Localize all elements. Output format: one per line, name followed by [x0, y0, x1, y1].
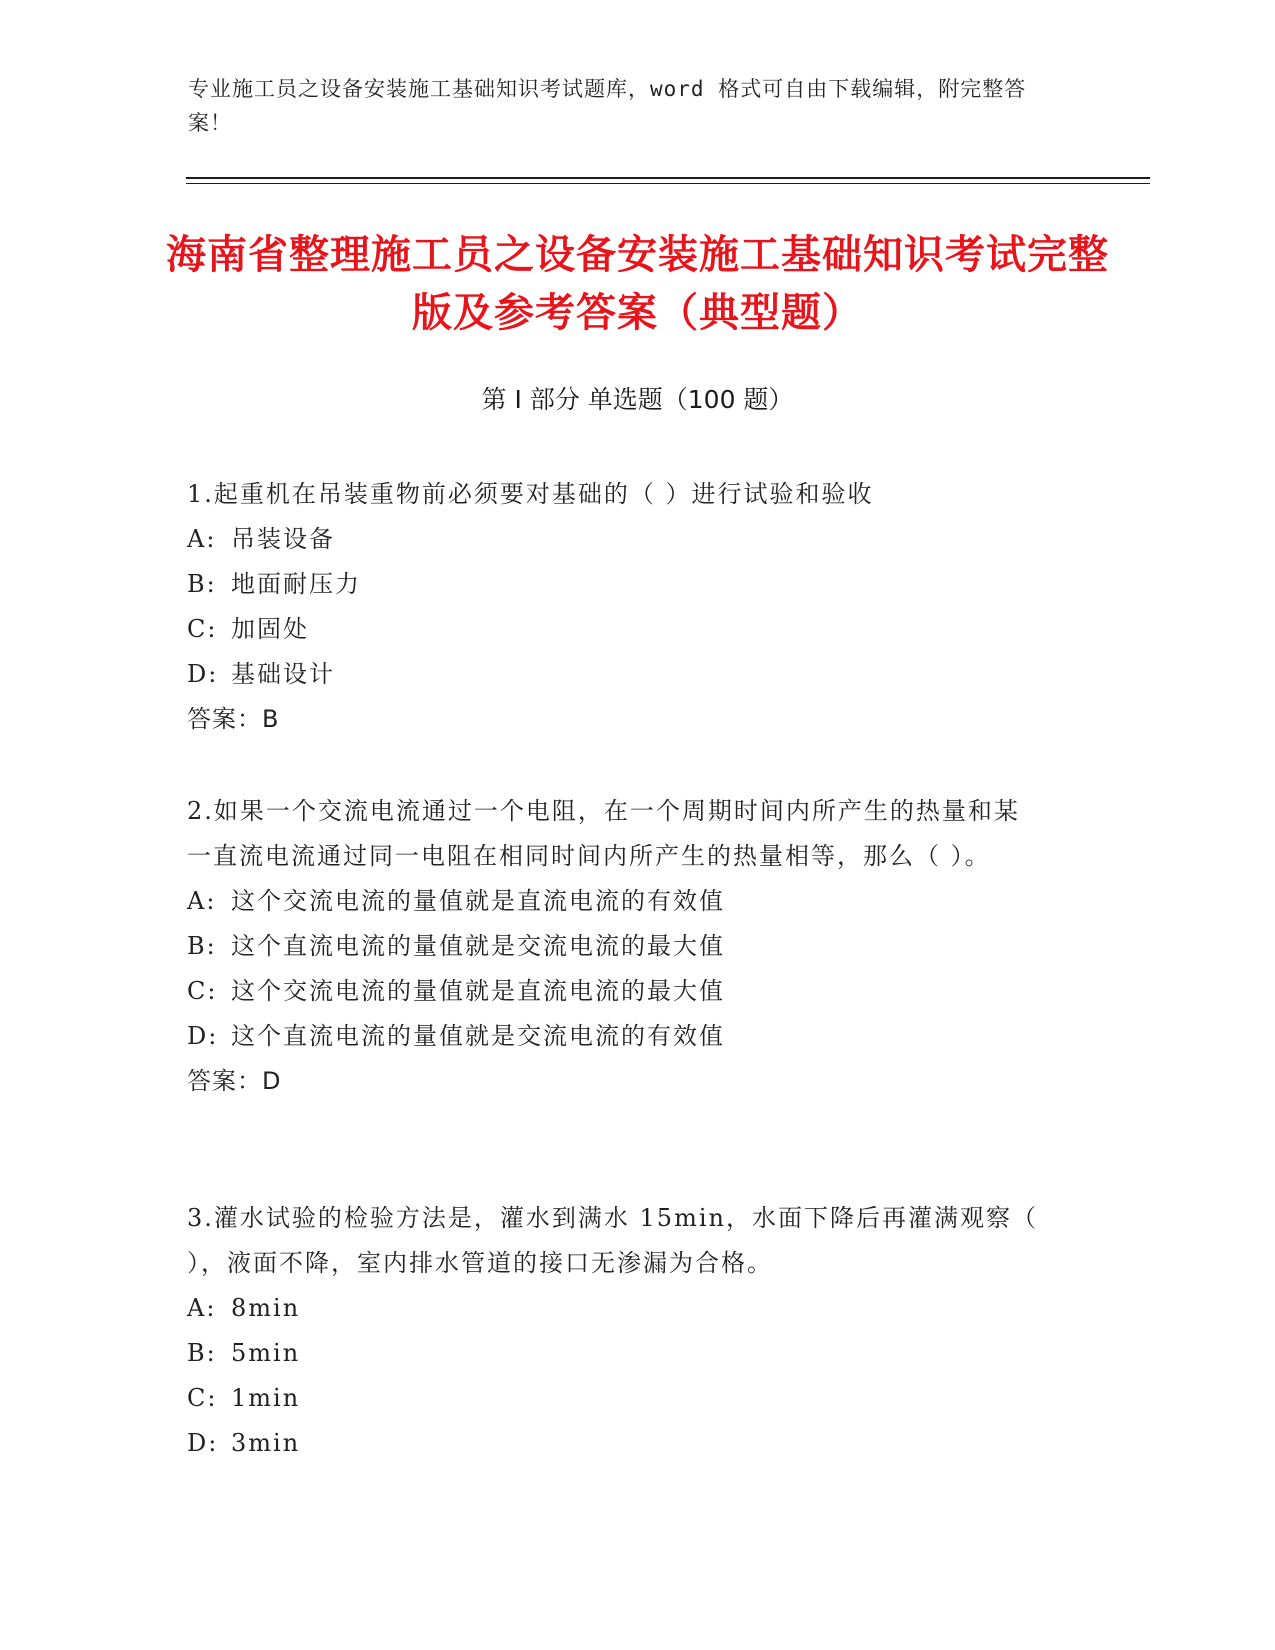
option-letter: C:: [187, 615, 218, 643]
option-letter: A:: [187, 525, 217, 553]
question-1: [187, 472, 1087, 742]
option-a: [187, 517, 1087, 562]
answer-line: 答案：D: [187, 1067, 282, 1095]
option-text: 1min: [231, 1384, 301, 1412]
option-text: 加固处: [231, 615, 309, 643]
option-text: 这个直流电流的量值就是交流电流的最大值: [231, 932, 725, 960]
option-b: [187, 924, 1087, 969]
option-text: 地面耐压力: [231, 570, 361, 598]
option-text: 这个直流电流的量值就是交流电流的有效值: [231, 1022, 725, 1050]
header-note: 专业施工员之设备安装施工基础知识考试题库，word 格式可自由下载编辑，附完整答案！: [188, 77, 1027, 135]
option-c: [187, 969, 1087, 1014]
option-b: [187, 562, 1087, 607]
option-text: 8min: [231, 1294, 301, 1322]
document-title: 海南省整理施工员之设备安装施工基础知识考试完整版及参考答案（典型题）: [166, 232, 1109, 336]
option-d: [187, 652, 1087, 697]
option-a: [187, 1286, 1087, 1331]
option-letter: B:: [187, 570, 217, 598]
option-letter: D:: [187, 660, 219, 688]
option-letter: C:: [187, 977, 218, 1005]
answer-line: 答案：B: [187, 705, 280, 733]
option-letter: D:: [187, 1022, 219, 1050]
question-stem: 1.起重机在吊装重物前必须要对基础的（ ）进行试验和验收: [187, 480, 874, 508]
option-b: [187, 1331, 1087, 1376]
option-letter: D:: [187, 1429, 219, 1457]
option-letter: B:: [187, 932, 217, 960]
option-a: [187, 879, 1087, 924]
question-stem: 2.如果一个交流电流通过一个电阻，在一个周期时间内所产生的热量和某一直流电流通过同一电阻在相同时间内所产生的热量相等，那么（ ）。: [187, 797, 1020, 870]
header-divider-thick: [186, 177, 1150, 179]
option-c: [187, 1376, 1087, 1421]
question-3: [187, 1196, 1087, 1466]
option-text: 基础设计: [231, 660, 335, 688]
option-letter: A:: [187, 1294, 217, 1322]
option-c: [187, 607, 1087, 652]
question-stem: 3.灌水试验的检验方法是，灌水到满水 15min，水面下降后再灌满观察（ ），液面不降，室内排水管道的接口无渗漏为合格。: [187, 1204, 1038, 1277]
option-d: [187, 1014, 1087, 1059]
option-text: 这个交流电流的量值就是直流电流的最大值: [231, 977, 725, 1005]
option-text: 5min: [231, 1339, 301, 1367]
option-d: [187, 1421, 1087, 1466]
option-text: 吊装设备: [231, 525, 335, 553]
option-letter: A:: [187, 887, 217, 915]
option-letter: C:: [187, 1384, 218, 1412]
option-letter: B:: [187, 1339, 217, 1367]
section-title: 第 I 部分 单选题（100 题）: [481, 385, 794, 414]
option-text: 这个交流电流的量值就是直流电流的有效值: [231, 887, 725, 915]
option-text: 3min: [231, 1429, 301, 1457]
header-divider-thin: [186, 183, 1150, 184]
question-2: [187, 789, 1087, 1104]
